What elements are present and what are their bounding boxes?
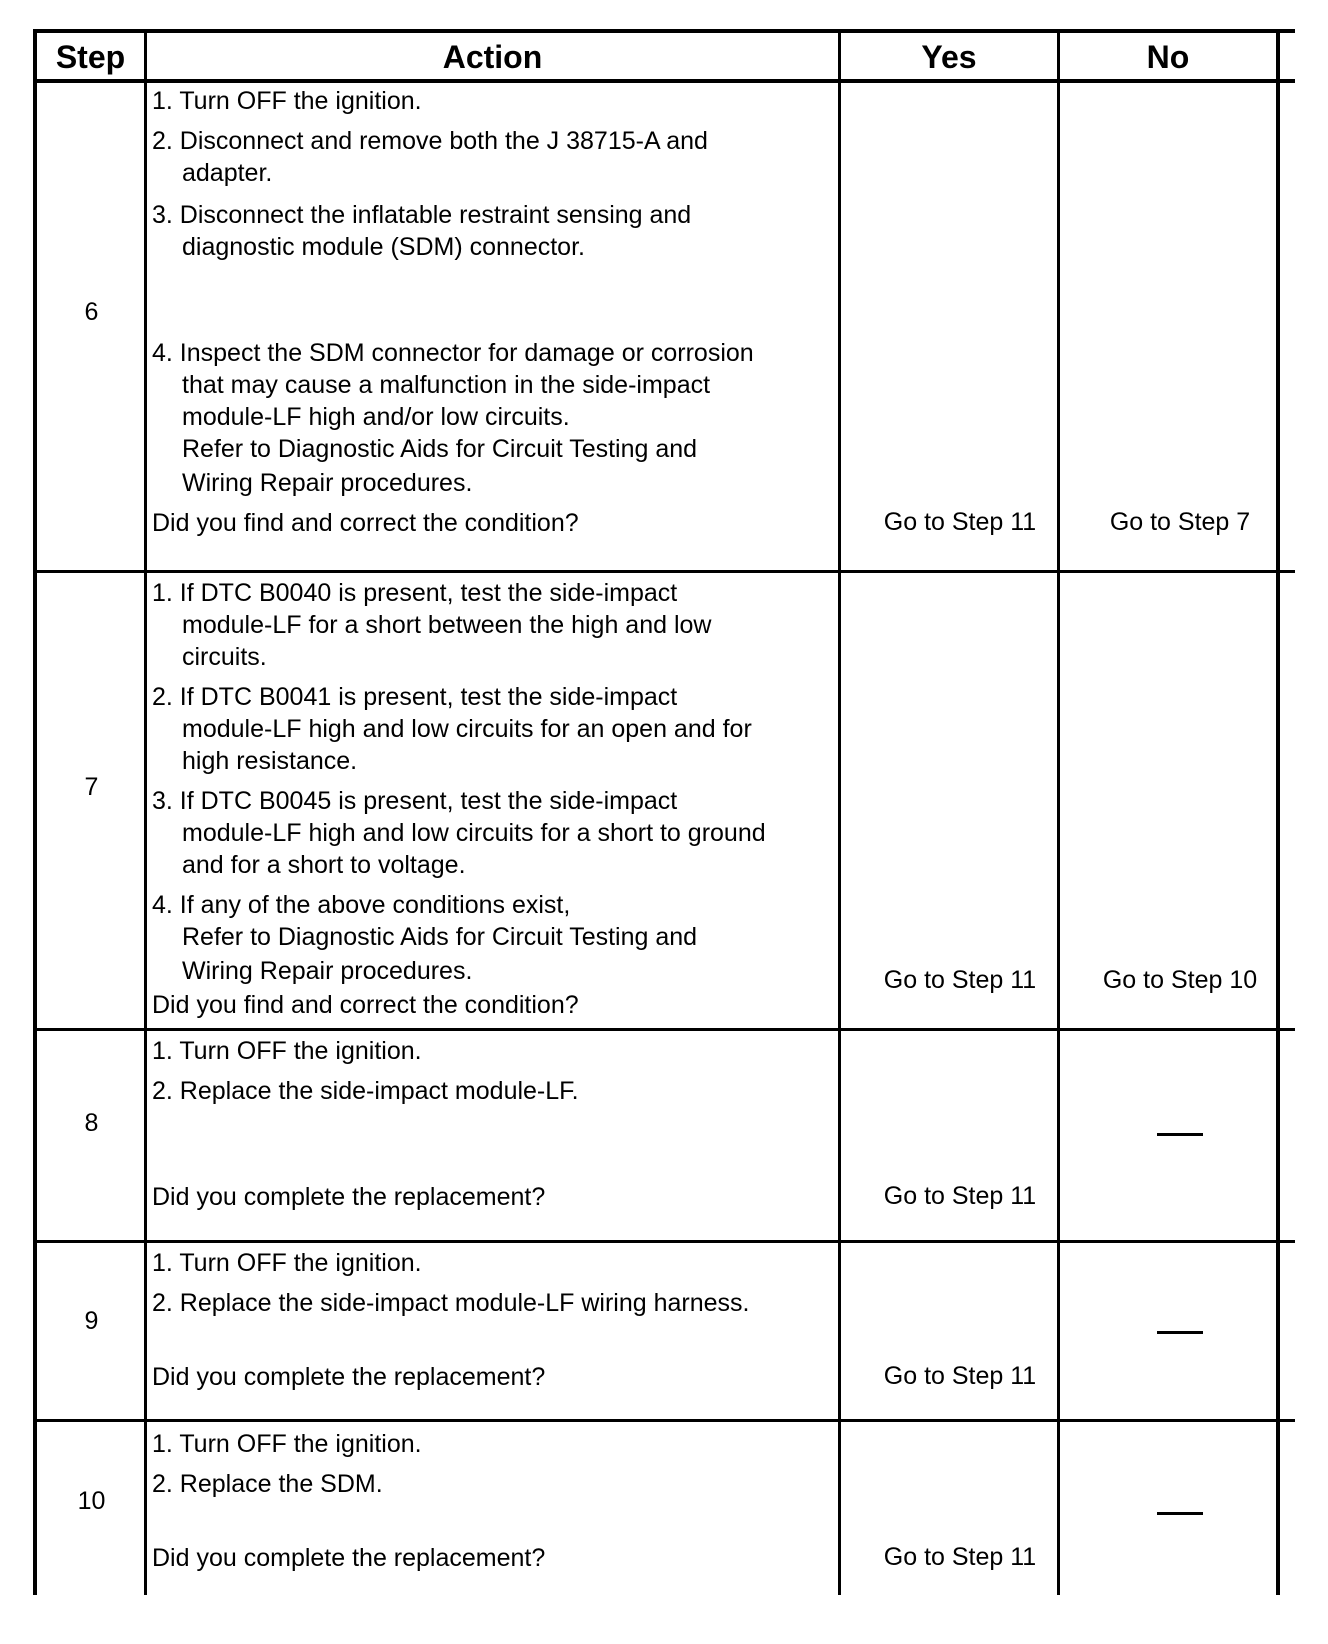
action-line: circuits. — [182, 643, 267, 671]
action-line: module-LF high and low circuits for an open and for — [182, 715, 752, 743]
step-number: 6 — [84, 298, 99, 326]
action-line: Wiring Repair procedures. — [182, 469, 473, 497]
no-result: Go to Step 10 — [1102, 966, 1258, 994]
action-line: 1. Turn OFF the ignition. — [152, 1249, 422, 1277]
action-line: 3. If DTC B0045 is present, test the side-impact — [152, 787, 678, 815]
action-line: that may cause a malfunction in the side-impact — [182, 371, 711, 399]
yes-result: Go to Step 11 — [883, 1362, 1037, 1390]
no-action-dash — [1157, 1512, 1203, 1515]
table-rule — [33, 570, 1295, 573]
table-rule — [838, 29, 841, 1595]
action-line: 1. Turn OFF the ignition. — [152, 87, 422, 115]
yes-result: Go to Step 11 — [883, 1543, 1037, 1571]
action-question: Did you find and correct the condition? — [152, 509, 579, 537]
header-step: Step — [55, 38, 126, 75]
step-number: 10 — [77, 1487, 106, 1515]
no-action-dash — [1157, 1331, 1203, 1334]
header-action: Action — [442, 38, 543, 75]
action-line: 1. If DTC B0040 is present, test the side-impact — [152, 579, 678, 607]
action-line: 4. Inspect the SDM connector for damage or corrosion — [152, 339, 754, 367]
table-rule — [144, 29, 147, 1595]
action-question: Did you complete the replacement? — [152, 1544, 546, 1572]
table-rule — [33, 1240, 1295, 1243]
action-line: Wiring Repair procedures. — [182, 957, 473, 985]
action-question: Did you complete the replacement? — [152, 1363, 546, 1391]
table-rule — [33, 1028, 1295, 1031]
table-rule — [33, 1419, 1295, 1422]
action-line: 2. Replace the side-impact module-LF wiring harness. — [152, 1289, 750, 1317]
action-line: 3. Disconnect the inflatable restraint sensing and — [152, 201, 692, 229]
action-line: 1. Turn OFF the ignition. — [152, 1037, 422, 1065]
action-line: Refer to Diagnostic Aids for Circuit Testing and — [182, 435, 698, 463]
action-line: 4. If any of the above conditions exist, — [152, 891, 571, 919]
table-rule — [33, 29, 37, 1595]
action-line: 2. Replace the SDM. — [152, 1470, 383, 1498]
no-result: Go to Step 7 — [1109, 508, 1251, 536]
header-no: No — [1146, 38, 1190, 75]
yes-result: Go to Step 11 — [883, 1182, 1037, 1210]
step-number: 8 — [84, 1109, 99, 1137]
step-number: 9 — [84, 1307, 99, 1335]
table-rule — [1057, 29, 1060, 1595]
yes-result: Go to Step 11 — [883, 508, 1037, 536]
yes-result: Go to Step 11 — [883, 966, 1037, 994]
action-line: 2. Replace the side-impact module-LF. — [152, 1077, 579, 1105]
action-question: Did you complete the replacement? — [152, 1183, 546, 1211]
action-line: module-LF high and low circuits for a short to ground — [182, 819, 766, 847]
action-line: adapter. — [182, 159, 273, 187]
action-line: 1. Turn OFF the ignition. — [152, 1430, 422, 1458]
table-rule — [1276, 29, 1280, 1595]
action-line: 2. If DTC B0041 is present, test the side-impact — [152, 683, 678, 711]
header-yes: Yes — [921, 38, 977, 75]
no-action-dash — [1157, 1133, 1203, 1136]
action-line: module-LF high and/or low circuits. — [182, 403, 570, 431]
action-line: high resistance. — [182, 747, 358, 775]
action-line: and for a short to voltage. — [182, 851, 466, 879]
action-line: module-LF for a short between the high and low — [182, 611, 712, 639]
step-number: 7 — [84, 773, 99, 801]
action-line: diagnostic module (SDM) connector. — [182, 233, 585, 261]
action-line: 2. Disconnect and remove both the J 38715-A and — [152, 127, 708, 155]
action-line: Refer to Diagnostic Aids for Circuit Testing and — [182, 923, 698, 951]
action-question: Did you find and correct the condition? — [152, 991, 579, 1019]
